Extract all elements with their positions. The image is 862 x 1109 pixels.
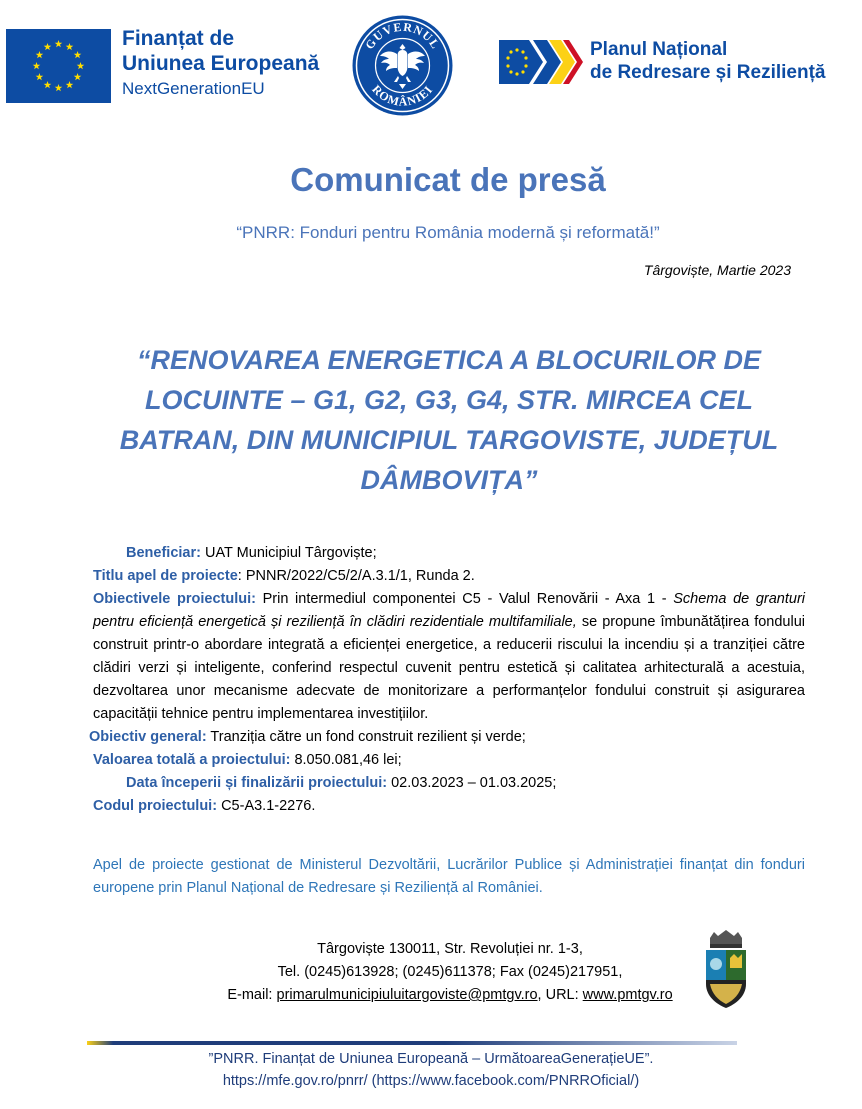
pnrr-logo-text xyxy=(590,38,860,84)
obiective-part2: se propune îmbunătățirea fondului construit printr-o abordare integrată a eficienței energetice, a reducerii riscului la incendiu și a tranziției către clădiri verzi și inteligente, conferind respectul cuvenit pentru estetică și calitatea arhitecturală a acestuia, dezvoltarea unor mecanisme adecvate de monitorizare a performanțelor fondului construit și asigurarea capacității tehnice pentru implementarea investițiilor. xyxy=(93,614,805,722)
beneficiar-row xyxy=(93,542,805,565)
eu-star xyxy=(44,43,52,50)
seal-top-text: GUVERNUL xyxy=(362,19,443,52)
eu-star xyxy=(36,51,44,58)
email-link[interactable]: primarulmunicipiuluitargoviste@pmtgv.ro xyxy=(276,987,538,1003)
eu-star xyxy=(66,81,74,88)
url-prefix: , URL: xyxy=(537,987,583,1003)
eu-star xyxy=(36,73,44,80)
paren-close: ) xyxy=(634,1073,640,1089)
funding-notice: Apel de proiecte gestionat de Ministerul Dezvoltării, Lucrărilor Publice și Administrației finanțat din fonduri europene prin Planul Național de Redresare și Reziliență al României. xyxy=(93,857,805,896)
data-row xyxy=(93,772,805,795)
contact-email-row xyxy=(200,984,700,1007)
city-crest-logo xyxy=(700,928,752,1012)
eu-stars-icon xyxy=(6,29,111,103)
obiectiv-general-value: Tranziția către un fond construit rezilient și verde; xyxy=(206,729,526,745)
footer-divider xyxy=(87,1041,737,1045)
valoare-row xyxy=(93,749,805,772)
eu-star xyxy=(55,40,63,47)
data-value: 02.03.2023 – 01.03.2025; xyxy=(387,775,557,791)
eu-star xyxy=(74,73,82,80)
eu-star xyxy=(55,84,63,91)
website-link[interactable]: www.pmtgv.ro xyxy=(582,987,673,1003)
page-subtitle: “PNRR: Fonduri pentru România modernă și reformată!” xyxy=(236,223,660,242)
obiectiv-general-label: Obiectiv general: xyxy=(89,729,207,745)
beneficiar-label: Beneficiar: xyxy=(126,545,201,561)
footer xyxy=(0,1048,862,1092)
project-title: “RENOVAREA ENERGETICA A BLOCURILOR DE LOCUINTE – G1, G2, G3, G4, STR. MIRCEA CEL BATRAN, DIN MUNICIPIUL TARGOVISTE, JUDEȚUL DÂMBOVIȚA” xyxy=(119,345,779,495)
eu-funding-text xyxy=(122,26,352,101)
mfe-link[interactable]: https://mfe.gov.ro/pnrr/ xyxy=(222,1073,368,1089)
eu-line1: Finanțat de xyxy=(122,27,235,50)
beneficiar-value: UAT Municipiul Târgoviște; xyxy=(200,545,377,561)
project-details xyxy=(89,542,806,818)
pnrr-line2: de Redresare și Reziliență xyxy=(590,62,826,83)
titlu-row xyxy=(93,565,805,588)
obiective-paragraph xyxy=(93,588,805,726)
eu-line3: NextGenerationEU xyxy=(122,79,265,98)
footer-slogan: ”PNRR. Finanțat de Uniunea Europeană – UrmătoareaGenerațieUE”. xyxy=(208,1051,654,1067)
pnrr-logo-icon xyxy=(499,40,583,84)
facebook-link[interactable]: https://www.facebook.com/PNRROficial/ xyxy=(376,1073,635,1089)
contact-phones: Tel. (0245)613928; (0245)611378; Fax (0245)217951, xyxy=(277,964,623,980)
footer-links xyxy=(0,1070,862,1092)
contact-block xyxy=(200,938,700,1007)
data-label: Data începerii și finalizării proiectului: xyxy=(126,775,388,791)
valoare-label: Valoarea totală a proiectului: xyxy=(93,752,291,768)
obiective-italic: Schema de granturi pentru eficiență energetică și reziliență în clădiri rezidentiale multifamiliale, xyxy=(93,591,806,630)
titlu-value: : PNNR/2022/C5/2/A.3.1/1, Runda 2. xyxy=(237,568,475,584)
obiective-part1: Prin intermediul componentei C5 - Valul Renovării - Axa 1 - xyxy=(255,591,674,607)
eu-line2: Uniunea Europeană xyxy=(122,52,320,75)
eu-star xyxy=(33,62,41,69)
eu-star xyxy=(44,81,52,88)
page-title: Comunicat de presă xyxy=(290,161,606,198)
obiectiv-general-row xyxy=(89,726,805,749)
cod-label: Codul proiectului: xyxy=(93,798,218,814)
titlu-label: Titlu apel de proiecte xyxy=(93,568,238,584)
place-date: Târgoviște, Martie 2023 xyxy=(643,262,791,278)
eu-star xyxy=(74,51,82,58)
email-prefix: E-mail: xyxy=(227,987,277,1003)
contact-address: Târgoviște 130011, Str. Revoluției nr. 1-3, xyxy=(317,941,583,957)
obiective-label: Obiectivele proiectului: xyxy=(93,591,256,607)
cod-row xyxy=(93,795,805,818)
government-seal-logo xyxy=(351,14,454,117)
eu-star xyxy=(77,62,85,69)
cod-value: C5-A3.1-2276. xyxy=(217,798,316,814)
pnrr-line1: Planul Național xyxy=(590,39,728,60)
eu-flag-logo xyxy=(6,29,111,103)
valoare-value: 8.050.081,46 lei; xyxy=(290,752,402,768)
eu-star xyxy=(66,43,74,50)
paren-open: ( xyxy=(367,1073,377,1089)
seal-bottom-text: ROMÂNIEI xyxy=(369,82,436,109)
